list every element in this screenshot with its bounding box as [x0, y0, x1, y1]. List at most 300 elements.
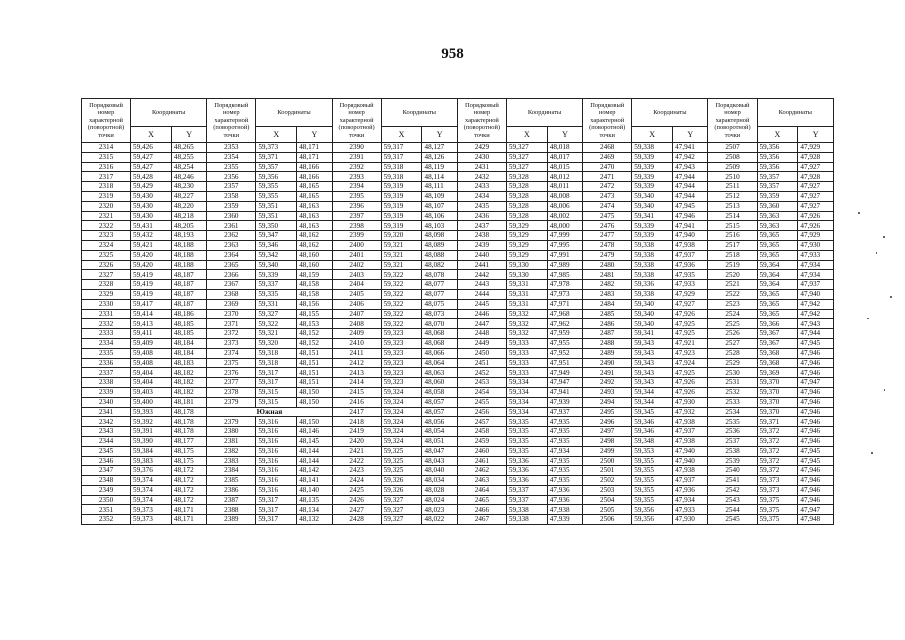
point-number-cell: 2499: [583, 446, 632, 456]
y-value-cell: 48,006: [547, 201, 582, 211]
y-value-cell: 47,925: [673, 368, 708, 378]
y-value-cell: 47,946: [798, 476, 834, 486]
point-number-cell: 2427: [332, 505, 381, 515]
y-value-cell: 48,106: [422, 211, 457, 221]
y-value-cell: 48,135: [297, 495, 332, 505]
y-value-cell: 48,255: [171, 152, 206, 162]
point-number-cell: 2473: [583, 191, 632, 201]
y-value-cell: 48,078: [422, 270, 457, 280]
x-value-cell: 59,353: [632, 446, 673, 456]
point-number-cell: 2429: [457, 143, 506, 153]
x-value-cell: 59,346: [256, 240, 297, 250]
y-value-cell: 47,946: [798, 397, 834, 407]
table-row: [82, 417, 834, 427]
x-value-cell: 59,322: [381, 299, 422, 309]
y-value-cell: 47,933: [673, 505, 708, 515]
point-number-cell: 2511: [708, 182, 757, 192]
x-value-cell: 59,340: [632, 299, 673, 309]
x-value-cell: 59,375: [757, 495, 798, 505]
x-value-cell: 59,340: [632, 191, 673, 201]
y-value-cell: 47,925: [673, 329, 708, 339]
x-value-cell: 59,370: [757, 397, 798, 407]
x-value-cell: 59,365: [757, 231, 798, 241]
point-number-cell: 2493: [583, 387, 632, 397]
y-value-cell: 47,947: [798, 378, 834, 388]
table-row: [82, 436, 834, 446]
x-value-cell: 59,323: [381, 378, 422, 388]
table-row: [82, 348, 834, 358]
y-value-cell: 47,935: [673, 270, 708, 280]
x-value-cell: 59,333: [506, 368, 547, 378]
x-value-cell: 59,409: [131, 338, 172, 348]
point-number-cell: 2398: [332, 221, 381, 231]
point-number-cell: 2529: [708, 358, 757, 368]
x-value-cell: 59,363: [757, 211, 798, 221]
y-value-cell: 48,060: [422, 378, 457, 388]
point-number-cell: 2321: [82, 211, 131, 221]
point-number-cell: 2436: [457, 211, 506, 221]
point-number-cell: 2336: [82, 358, 131, 368]
y-value-cell: 48,126: [422, 152, 457, 162]
y-value-cell: 47,947: [798, 505, 834, 515]
x-value-cell: 59,357: [757, 172, 798, 182]
scan-speck: [858, 212, 860, 214]
y-value-cell: 48,162: [297, 231, 332, 241]
y-value-cell: 48,134: [297, 505, 332, 515]
y-value-cell: 48,162: [297, 240, 332, 250]
x-value-cell: 59,356: [256, 172, 297, 182]
x-value-cell: 59,319: [381, 191, 422, 201]
y-value-cell: 48,145: [297, 436, 332, 446]
point-number-cell: 2360: [207, 211, 256, 221]
x-value-cell: 59,339: [632, 221, 673, 231]
x-value-cell: 59,331: [506, 289, 547, 299]
x-value-cell: 59,335: [506, 446, 547, 456]
point-number-cell: 2365: [207, 260, 256, 270]
y-value-cell: 47,989: [547, 260, 582, 270]
y-value-cell: 47,943: [673, 162, 708, 172]
y-value-cell: 48,178: [171, 427, 206, 437]
table-row: [82, 387, 834, 397]
x-value-cell: 59,428: [131, 172, 172, 182]
coordinates-header: Координаты: [506, 99, 582, 127]
y-value-cell: 47,968: [547, 309, 582, 319]
x-value-cell: 59,346: [632, 427, 673, 437]
scan-speck: [871, 452, 873, 454]
table-row: [82, 358, 834, 368]
table-row: [82, 309, 834, 319]
point-number-cell: 2421: [332, 446, 381, 456]
point-number-cell: 2400: [332, 240, 381, 250]
x-value-cell: 59,429: [131, 182, 172, 192]
y-value-cell: 48,066: [422, 348, 457, 358]
y-value-cell: 47,940: [798, 289, 834, 299]
point-number-cell: 2524: [708, 309, 757, 319]
table-row: [82, 280, 834, 290]
x-value-cell: 59,320: [381, 231, 422, 241]
point-number-cell: 2324: [82, 240, 131, 250]
scan-speck: [876, 252, 877, 254]
y-value-cell: 48,114: [422, 172, 457, 182]
x-value-cell: 59,327: [381, 515, 422, 525]
x-value-cell: 59,408: [131, 348, 172, 358]
y-value-cell: 48,150: [297, 397, 332, 407]
point-number-cell: 2463: [457, 476, 506, 486]
x-value-cell: 59,341: [632, 329, 673, 339]
x-value-cell: 59,343: [632, 378, 673, 388]
y-value-cell: 48,181: [171, 397, 206, 407]
x-value-cell: 59,376: [131, 466, 172, 476]
point-number-cell: 2515: [708, 221, 757, 231]
point-number-cell: 2517: [708, 240, 757, 250]
x-value-cell: 59,340: [632, 309, 673, 319]
point-number-cell: 2514: [708, 211, 757, 221]
coordinates-header: Координаты: [256, 99, 332, 127]
x-value-cell: 59,356: [632, 515, 673, 525]
y-value-cell: 48,220: [171, 201, 206, 211]
x-value-cell: 59,336: [506, 476, 547, 486]
y-value-cell: 48,184: [171, 338, 206, 348]
y-value-cell: 47,938: [547, 505, 582, 515]
table-row: [82, 182, 834, 192]
point-number-cell: 2362: [207, 231, 256, 241]
x-value-cell: 59,375: [757, 515, 798, 525]
y-value-cell: 47,991: [547, 250, 582, 260]
table-row: [82, 299, 834, 309]
point-number-cell: 2453: [457, 378, 506, 388]
y-value-cell: 48,218: [171, 211, 206, 221]
y-value-cell: 47,938: [673, 466, 708, 476]
scan-speck: [883, 236, 885, 238]
y-value-cell: 47,995: [547, 240, 582, 250]
y-value-cell: 47,934: [673, 495, 708, 505]
y-value-cell: 47,929: [673, 289, 708, 299]
point-number-cell: 2531: [708, 378, 757, 388]
x-value-cell: 59,356: [757, 162, 798, 172]
point-number-cell: 2397: [332, 211, 381, 221]
x-value-cell: 59,355: [632, 476, 673, 486]
point-number-cell: 2487: [583, 329, 632, 339]
point-number-header: Порядковый номер характерной (поворотной) точки: [457, 99, 506, 143]
y-value-cell: 47,946: [798, 417, 834, 427]
point-number-cell: 2482: [583, 280, 632, 290]
y-value-cell: 48,103: [422, 221, 457, 231]
table-row: [82, 495, 834, 505]
y-value-cell: 47,932: [673, 407, 708, 417]
point-number-cell: 2485: [583, 309, 632, 319]
point-number-cell: 2474: [583, 201, 632, 211]
x-value-cell: 59,368: [757, 358, 798, 368]
x-value-cell: 59,333: [506, 338, 547, 348]
y-value-cell: 47,955: [547, 338, 582, 348]
x-value-cell: 59,324: [381, 397, 422, 407]
table-row: [82, 378, 834, 388]
y-value-cell: 48,058: [422, 387, 457, 397]
x-value-cell: 59,426: [131, 143, 172, 153]
y-value-cell: 47,938: [673, 436, 708, 446]
y-value-cell: 48,165: [297, 182, 332, 192]
y-header: Y: [171, 127, 206, 143]
point-number-cell: 2533: [708, 397, 757, 407]
y-value-cell: 47,929: [798, 143, 834, 153]
x-value-cell: 59,328: [506, 182, 547, 192]
y-value-cell: 47,946: [798, 466, 834, 476]
y-value-cell: 47,946: [798, 427, 834, 437]
y-value-cell: 48,015: [547, 162, 582, 172]
point-number-cell: 2334: [82, 338, 131, 348]
x-value-cell: 59,317: [256, 368, 297, 378]
x-value-cell: 59,372: [757, 456, 798, 466]
x-value-cell: 59,339: [632, 152, 673, 162]
x-value-cell: 59,329: [506, 231, 547, 241]
x-value-cell: 59,364: [757, 260, 798, 270]
point-number-cell: 2389: [207, 515, 256, 525]
y-value-cell: 47,944: [673, 191, 708, 201]
y-value-cell: 47,973: [547, 289, 582, 299]
point-number-cell: 2372: [207, 329, 256, 339]
point-number-cell: 2484: [583, 299, 632, 309]
point-number-cell: 2532: [708, 387, 757, 397]
point-number-cell: 2527: [708, 338, 757, 348]
point-number-cell: 2408: [332, 319, 381, 329]
point-number-cell: 2356: [207, 172, 256, 182]
x-value-cell: 59,325: [381, 456, 422, 466]
point-number-cell: 2341: [82, 407, 131, 417]
x-value-cell: 59,319: [381, 221, 422, 231]
y-value-cell: 48,187: [171, 289, 206, 299]
point-number-cell: 2418: [332, 417, 381, 427]
y-header: Y: [673, 127, 708, 143]
x-value-cell: 59,317: [256, 378, 297, 388]
point-number-cell: 2441: [457, 260, 506, 270]
x-value-cell: 59,331: [256, 299, 297, 309]
x-value-cell: 59,327: [256, 309, 297, 319]
y-value-cell: 48,185: [171, 319, 206, 329]
point-number-cell: 2349: [82, 485, 131, 495]
y-value-cell: 47,935: [547, 476, 582, 486]
x-header: X: [381, 127, 422, 143]
x-value-cell: 59,338: [632, 270, 673, 280]
x-value-cell: 59,343: [632, 348, 673, 358]
point-number-cell: 2496: [583, 417, 632, 427]
x-value-cell: 59,338: [506, 515, 547, 525]
point-number-cell: 2373: [207, 338, 256, 348]
point-number-cell: 2497: [583, 427, 632, 437]
y-value-cell: 48,160: [297, 250, 332, 260]
y-header: Y: [297, 127, 332, 143]
y-value-cell: 48,151: [297, 378, 332, 388]
table-row: [82, 397, 834, 407]
x-value-cell: 59,417: [131, 299, 172, 309]
y-value-cell: 48,132: [297, 515, 332, 525]
x-value-cell: 59,384: [131, 446, 172, 456]
x-value-cell: 59,335: [506, 427, 547, 437]
x-value-cell: 59,372: [757, 466, 798, 476]
y-value-cell: 48,047: [422, 446, 457, 456]
x-value-cell: 59,344: [632, 397, 673, 407]
point-number-cell: 2537: [708, 436, 757, 446]
point-number-cell: 2353: [207, 143, 256, 153]
point-number-cell: 2520: [708, 270, 757, 280]
table-row: [82, 456, 834, 466]
y-value-cell: 48,166: [297, 162, 332, 172]
y-value-cell: 47,948: [798, 515, 834, 525]
point-number-cell: 2345: [82, 446, 131, 456]
point-number-cell: 2457: [457, 417, 506, 427]
table-row: [82, 338, 834, 348]
x-value-cell: 59,324: [381, 427, 422, 437]
x-value-cell: 59,372: [757, 446, 798, 456]
y-value-cell: 47,944: [798, 329, 834, 339]
y-value-cell: 47,985: [547, 270, 582, 280]
y-value-cell: 47,926: [673, 378, 708, 388]
point-number-cell: 2428: [332, 515, 381, 525]
y-value-cell: 47,937: [673, 476, 708, 486]
point-number-cell: 2534: [708, 407, 757, 417]
y-value-cell: 48,205: [171, 221, 206, 231]
x-value-cell: 59,364: [757, 280, 798, 290]
x-value-cell: 59,334: [506, 387, 547, 397]
point-number-cell: 2403: [332, 270, 381, 280]
x-value-cell: 59,383: [131, 456, 172, 466]
x-value-cell: 59,322: [381, 280, 422, 290]
point-number-cell: 2442: [457, 270, 506, 280]
x-value-cell: 59,323: [381, 358, 422, 368]
point-number-cell: 2409: [332, 329, 381, 339]
y-value-cell: 48,054: [422, 427, 457, 437]
point-number-cell: 2377: [207, 378, 256, 388]
point-number-cell: 2528: [708, 348, 757, 358]
point-number-cell: 2376: [207, 368, 256, 378]
point-number-cell: 2387: [207, 495, 256, 505]
point-number-cell: 2444: [457, 289, 506, 299]
point-number-cell: 2455: [457, 397, 506, 407]
point-number-cell: 2464: [457, 485, 506, 495]
point-number-cell: 2488: [583, 338, 632, 348]
x-value-cell: 59,372: [757, 436, 798, 446]
y-value-cell: 47,926: [798, 211, 834, 221]
y-value-cell: 48,073: [422, 309, 457, 319]
point-number-cell: 2333: [82, 329, 131, 339]
x-value-cell: 59,365: [757, 309, 798, 319]
x-value-cell: 59,390: [131, 436, 172, 446]
x-value-cell: 59,355: [256, 191, 297, 201]
point-number-cell: 2413: [332, 368, 381, 378]
coordinates-header: Координаты: [381, 99, 457, 127]
y-value-cell: 47,935: [547, 436, 582, 446]
point-number-cell: 2460: [457, 446, 506, 456]
y-value-cell: 48,182: [171, 378, 206, 388]
y-value-cell: 47,935: [547, 417, 582, 427]
x-value-cell: 59,366: [757, 319, 798, 329]
x-value-cell: 59,357: [256, 162, 297, 172]
point-number-cell: 2540: [708, 466, 757, 476]
point-number-cell: 2330: [82, 299, 131, 309]
y-value-cell: 47,928: [798, 172, 834, 182]
point-number-cell: 2475: [583, 211, 632, 221]
y-value-cell: 48,193: [171, 231, 206, 241]
point-number-cell: 2367: [207, 280, 256, 290]
y-value-cell: 47,928: [798, 152, 834, 162]
y-value-cell: 48,089: [422, 240, 457, 250]
y-value-cell: 47,946: [798, 407, 834, 417]
point-number-cell: 2481: [583, 270, 632, 280]
x-value-cell: 59,343: [632, 338, 673, 348]
x-value-cell: 59,420: [131, 250, 172, 260]
x-value-cell: 59,333: [506, 348, 547, 358]
x-value-cell: 59,373: [757, 485, 798, 495]
point-number-cell: 2437: [457, 221, 506, 231]
point-number-cell: 2510: [708, 172, 757, 182]
x-value-cell: 59,339: [632, 172, 673, 182]
x-value-cell: 59,343: [632, 368, 673, 378]
point-number-cell: 2545: [708, 515, 757, 525]
y-value-cell: 48,017: [547, 152, 582, 162]
x-value-cell: 59,367: [757, 338, 798, 348]
x-value-cell: 59,413: [131, 319, 172, 329]
x-value-cell: 59,316: [256, 427, 297, 437]
point-number-cell: 2332: [82, 319, 131, 329]
x-value-cell: 59,327: [506, 143, 547, 153]
point-number-cell: 2448: [457, 329, 506, 339]
x-value-cell: 59,324: [381, 387, 422, 397]
x-value-cell: 59,391: [131, 427, 172, 437]
y-value-cell: 48,109: [422, 191, 457, 201]
x-value-cell: 59,359: [757, 191, 798, 201]
y-value-cell: 48,152: [297, 329, 332, 339]
x-value-cell: 59,345: [632, 407, 673, 417]
x-value-cell: 59,348: [632, 436, 673, 446]
y-value-cell: 47,933: [798, 250, 834, 260]
point-number-header: Порядковый номер характерной (поворотной) точки: [708, 99, 757, 143]
x-value-cell: 59,355: [632, 466, 673, 476]
x-value-cell: 59,321: [381, 260, 422, 270]
point-number-cell: 2472: [583, 182, 632, 192]
x-value-cell: 59,404: [131, 368, 172, 378]
point-number-cell: 2505: [583, 505, 632, 515]
point-number-cell: 2355: [207, 162, 256, 172]
x-value-cell: 59,364: [757, 270, 798, 280]
x-value-cell: 59,356: [632, 505, 673, 515]
x-value-cell: 59,331: [506, 280, 547, 290]
x-value-cell: 59,318: [256, 348, 297, 358]
y-value-cell: 47,962: [547, 319, 582, 329]
y-value-cell: 48,172: [171, 466, 206, 476]
x-header: X: [632, 127, 673, 143]
y-value-cell: 48,077: [422, 289, 457, 299]
point-number-cell: 2432: [457, 172, 506, 182]
y-value-cell: 47,945: [798, 338, 834, 348]
point-number-cell: 2449: [457, 338, 506, 348]
point-number-cell: 2433: [457, 182, 506, 192]
y-value-cell: 48,160: [297, 260, 332, 270]
x-value-cell: 59,333: [506, 358, 547, 368]
table-row: [82, 260, 834, 270]
x-value-cell: 59,338: [632, 260, 673, 270]
point-number-cell: 2461: [457, 456, 506, 466]
table-row: [82, 152, 834, 162]
y-value-cell: 48,230: [171, 182, 206, 192]
point-number-cell: 2502: [583, 476, 632, 486]
x-value-cell: 59,420: [131, 260, 172, 270]
point-number-cell: 2522: [708, 289, 757, 299]
x-value-cell: 59,408: [131, 358, 172, 368]
x-value-cell: 59,319: [381, 182, 422, 192]
y-value-cell: 48,156: [297, 299, 332, 309]
x-value-cell: 59,351: [256, 201, 297, 211]
x-value-cell: 59,343: [632, 358, 673, 368]
x-value-cell: 59,317: [256, 505, 297, 515]
